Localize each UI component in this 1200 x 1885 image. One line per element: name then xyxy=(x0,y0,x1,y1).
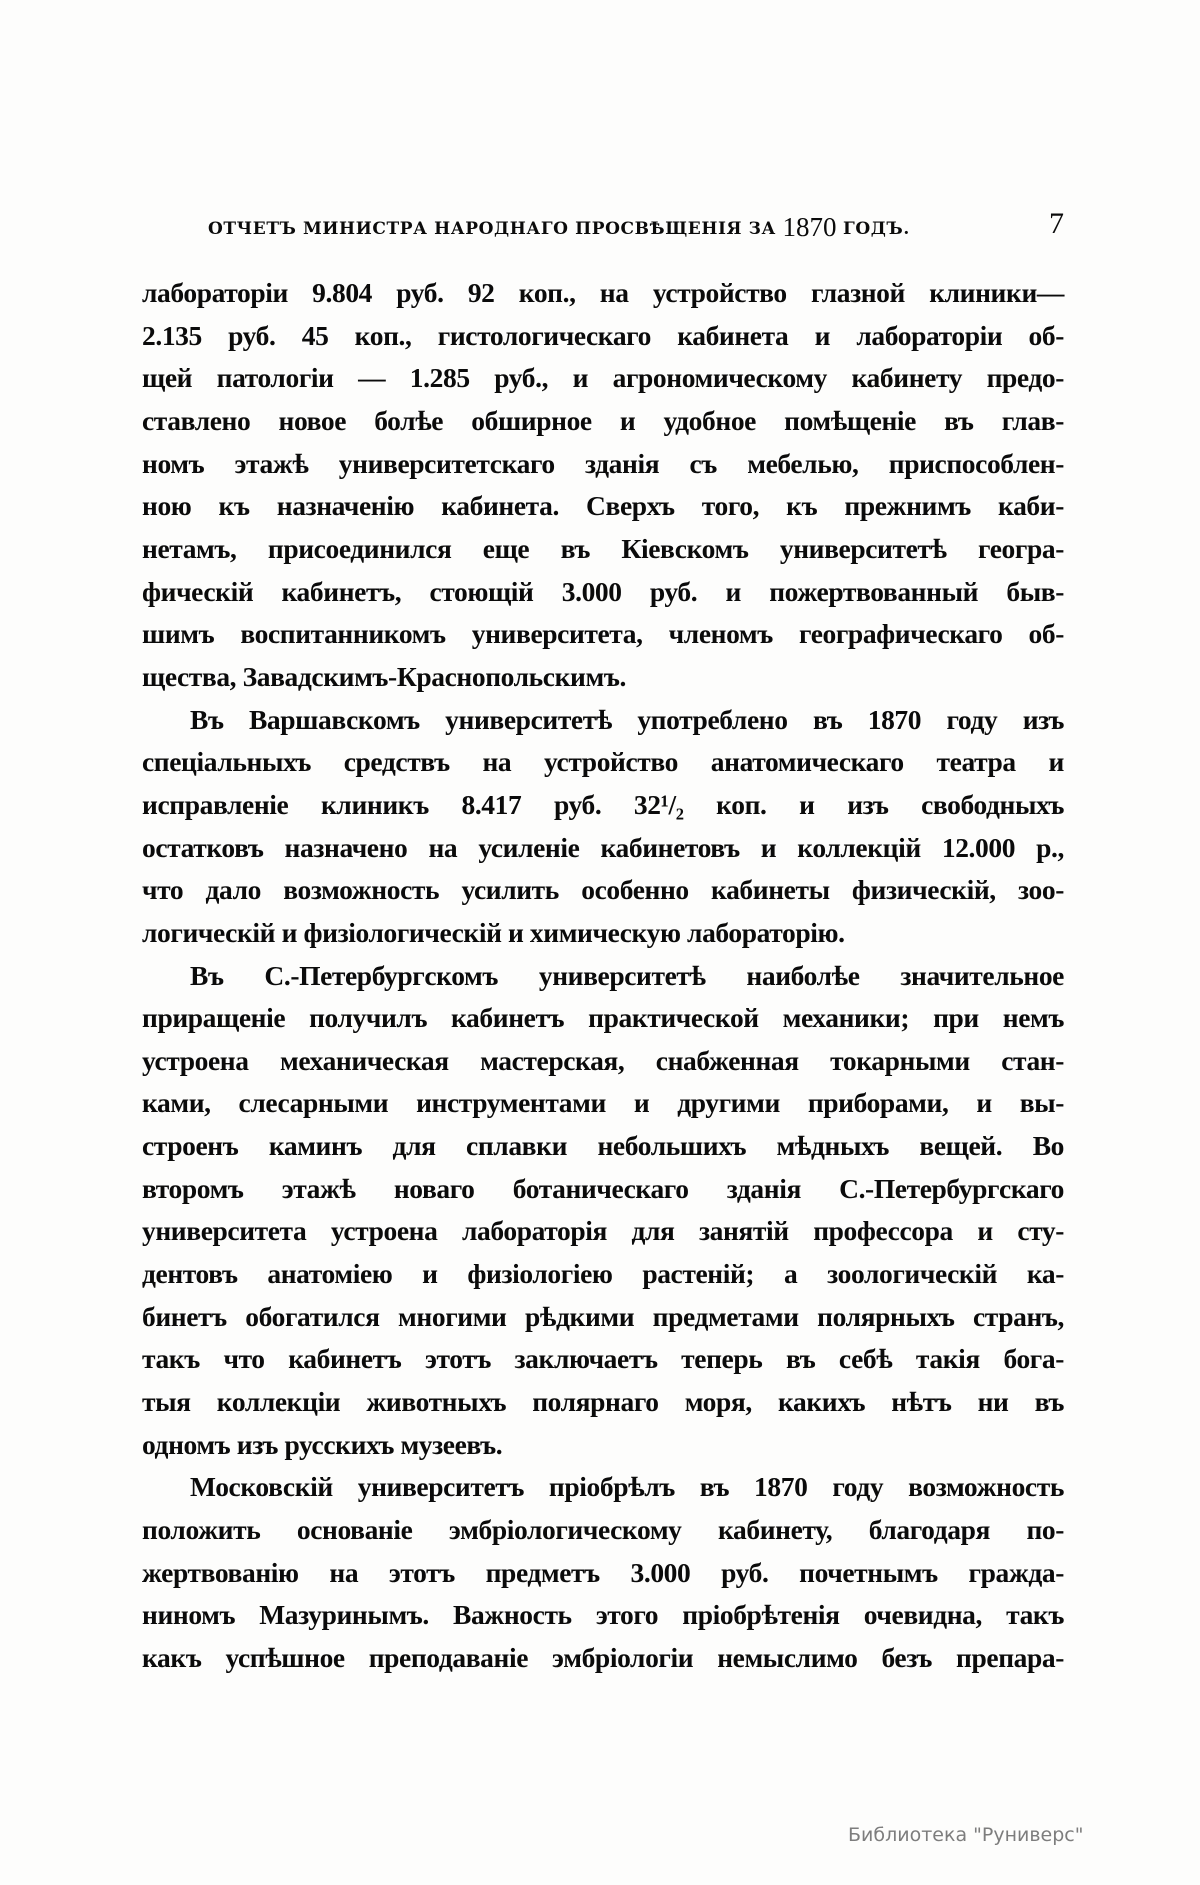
text-line: спеціальныхъ средствъ на устройство анатомическаго театра и xyxy=(142,746,1064,778)
text-line: ками, слесарными инструментами и другими приборами, и вы- xyxy=(142,1087,1064,1119)
text-line: Въ Варшавскомъ университетѣ употреблено въ 1870 году изъ xyxy=(190,703,1064,735)
text-line: логическій и физіологическій и химическую лабораторію. xyxy=(142,916,845,948)
paragraph xyxy=(142,955,1064,1467)
text-line: номъ этажѣ университетскаго зданія съ мебелью, приспособлен- xyxy=(142,447,1064,479)
paragraph xyxy=(142,699,1064,955)
text-line: устроена механическая мастерская, снабженная токарными стан- xyxy=(142,1044,1064,1076)
text-line: фическій кабинетъ, стоющій 3.000 руб. и пожертвованный быв- xyxy=(142,575,1064,607)
text-line: ставлено новое болѣе обширное и удобное помѣщеніе въ глав- xyxy=(142,404,1064,436)
text-line: какъ успѣшное преподаваніе эмбріологіи немыслимо безъ препара- xyxy=(142,1642,1064,1673)
running-title-end: ГОДЪ. xyxy=(836,219,910,239)
text-line: 2.135 руб. 45 коп., гистологическаго кабинета и лабораторіи об- xyxy=(142,319,1064,351)
text-line: остатковъ назначено на усиленіе кабинетовъ и коллекцій 12.000 р., xyxy=(142,831,1064,863)
text-line: строенъ каминъ для сплавки небольшихъ мѣдныхъ вещей. Во xyxy=(142,1130,1064,1162)
library-watermark: Библиотека "Руниверс" xyxy=(848,1824,1084,1846)
text-line: положить основаніе эмбріологическому кабинету, благодаря по- xyxy=(142,1514,1064,1546)
running-title: ОТЧЕТЪ МИНИСТРА НАРОДНАГО ПРОСВѢЩЕНІЯ ЗА xyxy=(208,219,783,239)
text-line: такъ что кабинетъ этотъ заключаетъ теперь въ себѣ такія бога- xyxy=(142,1343,1064,1375)
text-line: дентовъ анатоміею и физіологіею растеній; а зоологическій ка- xyxy=(142,1258,1064,1290)
text-line: университета устроена лабораторія для занятій профессора и сту- xyxy=(142,1215,1064,1247)
paragraph xyxy=(142,272,1064,699)
text-line: нетамъ, присоединился еще въ Кіевскомъ университетѣ геогра- xyxy=(142,532,1064,564)
text-line: ною къ назначенію кабинета. Сверхъ того, къ прежнимъ каби- xyxy=(142,490,1064,522)
text-line: приращеніе получилъ кабинетъ практической механики; при немъ xyxy=(142,1002,1064,1034)
text-line: лабораторіи 9.804 руб. 92 коп., на устройство глазной клиники— xyxy=(142,277,1064,308)
running-title-year: 1870 xyxy=(782,212,837,242)
text-line: второмъ этажѣ новаго ботаническаго зданія С.-Петербургскаго xyxy=(142,1172,1064,1204)
running-header xyxy=(208,212,998,242)
page-number: 7 xyxy=(1049,207,1064,240)
text-line: тыя коллекціи животныхъ полярнаго моря, какихъ нѣтъ ни въ xyxy=(142,1386,1064,1418)
body-text xyxy=(142,272,1064,1680)
paragraph xyxy=(142,1466,1064,1679)
text-line: Въ С.-Петербургскомъ университетѣ наиболѣе значительное xyxy=(190,959,1064,991)
text-line: жертвованію на этотъ предметъ 3.000 руб. почетнымъ гражда- xyxy=(142,1556,1064,1588)
text-line: шимъ воспитанникомъ университета, членомъ географическаго об- xyxy=(142,618,1064,650)
text-line: Московскій университетъ пріобрѣлъ въ 1870 году возможность xyxy=(190,1471,1064,1503)
text-line: ниномъ Мазуринымъ. Важность этого пріобрѣтенія очевидна, такъ xyxy=(142,1599,1064,1631)
text-line: щества, Завадскимъ-Краснопольскимъ. xyxy=(142,660,626,692)
text-line: что дало возможность усилить особенно кабинеты физическій, зоо- xyxy=(142,874,1064,906)
text-line: исправленіе клиникъ 8.417 руб. 32¹/₂ коп. и изъ свободныхъ xyxy=(142,788,1064,820)
text-line: бинетъ обогатился многими рѣдкими предметами полярныхъ странъ, xyxy=(142,1300,1064,1332)
text-line: щей патологіи — 1.285 руб., и агрономическому кабинету предо- xyxy=(142,362,1064,394)
text-line: одномъ изъ русскихъ музеевъ. xyxy=(142,1428,503,1460)
